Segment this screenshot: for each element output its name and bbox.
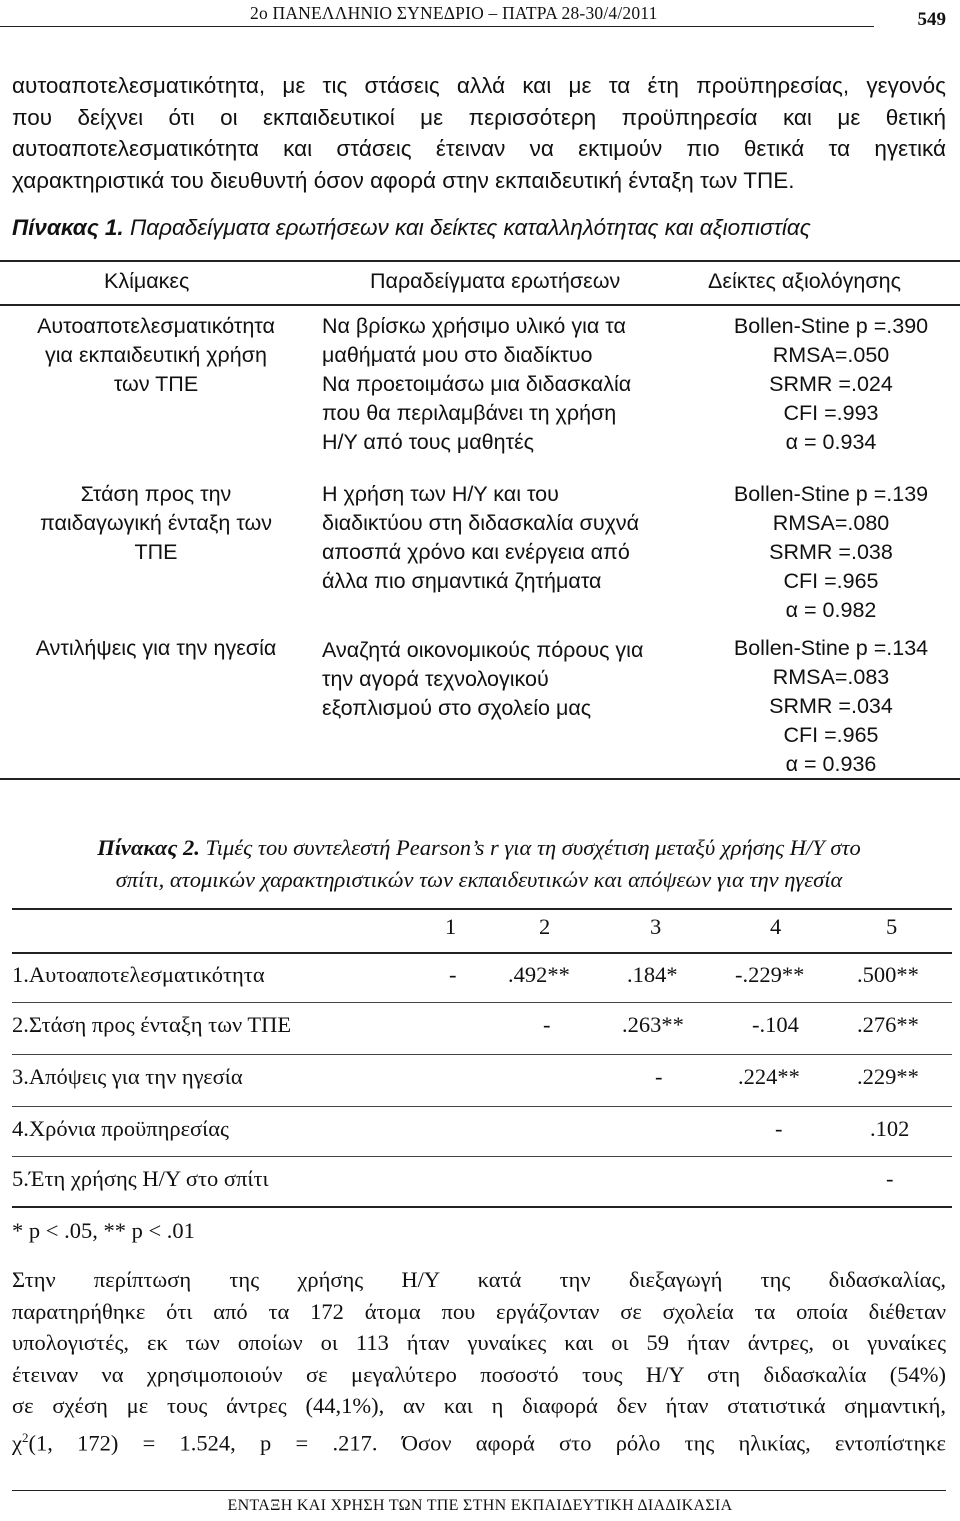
cell-line: άλλα πιο σημαντικά ζητήματα [322, 569, 602, 593]
table1-header-questions: Παραδείγματα ερωτήσεων [370, 269, 621, 293]
table-rule [12, 1002, 952, 1003]
table2-column-header: 3 [650, 914, 662, 939]
table1-row-indices [702, 634, 960, 779]
table2-row-label: 1.Αυτοαποτελεσματικότητα [12, 962, 265, 987]
table2-cell: .224** [738, 1064, 800, 1089]
table2-last-row [0, 1158, 960, 1208]
conference-title: 2ο ΠΑΝΕΛΛΗΝΙΟ ΣΥΝΕΔΡΙΟ – ΠΑΤΡΑ 28-30/4/2011 [250, 3, 658, 23]
table2-cell: .276** [857, 1012, 919, 1037]
cell-line: Η/Υ από τους μαθητές [322, 430, 535, 454]
table-rule [12, 908, 952, 910]
table1-row-scale [0, 634, 312, 663]
table2-cell: - [543, 1012, 551, 1037]
cell-line: Αναζητά οικονομικούς πόρους για [322, 638, 644, 662]
page-number: 549 [917, 9, 946, 30]
cell-line: Bollen-Stine p =.134 [733, 636, 929, 660]
cell-line: SRMR =.024 [769, 372, 893, 396]
cell-line: Αυτοαποτελεσματικότητα [37, 314, 275, 338]
table1 [0, 260, 960, 780]
text-line: αυτοαποτελεσματικότητα, με τις στάσεις αλλά και με τα έτη προϋπηρεσίας, γεγονός [12, 73, 946, 98]
cell-line: Στάση προς την [80, 482, 232, 506]
cell-line: Να προετοιμάσω μια διδασκαλία [322, 372, 632, 396]
footer-rule [12, 1490, 946, 1491]
cell-line: RMSA=.050 [772, 343, 890, 367]
table-rule [12, 1054, 952, 1055]
table1-row-indices [702, 312, 960, 457]
cell-line: Η χρήση των Η/Υ και του [322, 482, 559, 506]
table2-caption-text: Τιμές του συντελεστή Pearson’s r για τη συσχέτιση μεταξύ χρήσης Η/Υ στο [199, 835, 861, 860]
cell-line: SRMR =.034 [769, 694, 893, 718]
table2-cell: .102 [870, 1116, 910, 1141]
cell-line: α = 0.936 [785, 752, 877, 776]
table1-row-questions [322, 480, 722, 596]
table2-cell: - [886, 1166, 894, 1191]
cell-line: CFI =.965 [783, 569, 879, 593]
chi-symbol: χ [12, 1430, 22, 1455]
footer-text: ΕΝΤΑΞΗ ΚΑΙ ΧΡΗΣΗ ΤΩΝ ΤΠΕ ΣΤΗΝ ΕΚΠΑΙΔΕΥΤΙΚΗ ΔΙΑΔΙΚΑΣΙΑ [227, 1497, 733, 1514]
table2-caption [12, 832, 946, 895]
text-line: χαρακτηριστικά του διευθυντή όσον αφορά στην εκπαιδευτική ένταξη των ΤΠΕ. [12, 167, 795, 193]
header-rule [0, 26, 874, 27]
table1-row-scale [0, 480, 312, 567]
table2-cell: .229** [857, 1064, 919, 1089]
cell-line: Bollen-Stine p =.390 [733, 314, 929, 338]
closing-paragraph [12, 1264, 946, 1459]
table1-header-indices: Δείκτες αξιολόγησης [708, 269, 901, 293]
text-line: παρατηρήθηκε ότι από τα 172 άτομα που εργάζονταν σε σχολεία τα οποία διέθεταν [12, 1298, 946, 1324]
table1-row-indices [702, 480, 960, 625]
text-line: έτειναν να χρησιμοποιούν σε μεγαλύτερο ποσοστό τους Η/Υ στη διδασκαλία (54%) [12, 1361, 946, 1387]
table2-cell: - [449, 962, 457, 987]
text-line: αυτοαποτελεσματικότητα και στάσεις έτειναν να εκτιμούν πιο θετικά τα ηγετικά [12, 136, 946, 161]
table-rule [0, 304, 960, 306]
page-header [0, 0, 960, 40]
cell-line: διαδικτύου στη διδασκαλία συχνά [322, 511, 640, 535]
table2-cell: .500** [857, 962, 919, 987]
table1-row-questions [322, 636, 722, 723]
table1-row-questions [322, 312, 722, 457]
table2-caption-text: σπίτι, ατομικών χαρακτηριστικών των εκπαιδευτικών και απόψεων για την ηγεσία [115, 866, 843, 892]
table1-caption-text: Παραδείγματα ερωτήσεων και δείκτες καταλληλότητας και αξιοπιστίας [123, 215, 811, 240]
table2-row-label: 2.Στάση προς ένταξη των ΤΠΕ [12, 1012, 292, 1037]
chi-superscript: 2 [22, 1429, 29, 1445]
cell-line: Αντιλήψεις για την ηγεσία [35, 636, 277, 660]
cell-line: CFI =.993 [783, 401, 879, 425]
cell-line: RMSA=.080 [772, 511, 890, 535]
table2-footnote: * p < .05, ** p < .01 [12, 1218, 195, 1243]
cell-line: ΤΠΕ [134, 540, 178, 564]
cell-line: α = 0.934 [785, 430, 877, 454]
table1-caption-label: Πίνακας 1. [12, 215, 124, 240]
text-line-rest: (1, 172) = 1.524, p = .217. Όσον αφορά στο ρόλο της ηλικίας, εντοπίστηκε [28, 1430, 946, 1455]
cell-line: παιδαγωγική ένταξη των [39, 511, 273, 535]
table-rule [0, 778, 960, 780]
table2-cell: .263** [622, 1012, 684, 1037]
cell-line: των ΤΠΕ [113, 372, 199, 396]
intro-paragraph [12, 70, 946, 196]
cell-line: Να βρίσκω χρήσιμο υλικό για τα [322, 314, 626, 338]
table2-cell: .184* [627, 962, 678, 987]
cell-line: μαθήματά μου στο διαδίκτυο [322, 343, 593, 367]
table2-row-label: 5.Έτη χρήσης Η/Υ στο σπίτι [12, 1166, 269, 1191]
cell-line: α = 0.982 [785, 598, 877, 622]
table2-cell: -.104 [752, 1012, 799, 1037]
text-line: σε σχέση με τους άντρες (44,1%), αν και η διαφορά δεν ήταν στατιστικά σημαντική, [12, 1393, 946, 1418]
page-footer [0, 1490, 960, 1521]
table-rule [0, 260, 960, 262]
table1-caption [12, 215, 811, 241]
table2-column-header: 5 [886, 914, 898, 939]
cell-line: Bollen-Stine p =.139 [733, 482, 929, 506]
table1-header-scales: Κλίμακες [104, 269, 190, 293]
table2 [0, 900, 960, 1160]
table2-cell: -.229** [735, 962, 805, 987]
cell-line: αποσπά χρόνο και ενέργεια από [322, 540, 630, 564]
cell-line: την αγορά τεχνολογικού [322, 667, 549, 691]
cell-line: SRMR =.038 [769, 540, 893, 564]
table2-cell: - [775, 1116, 783, 1141]
table2-cell: - [655, 1064, 663, 1089]
text-line: που δείχνει ότι οι εκπαιδευτικοί με περισσότερη προϋπηρεσία και με θετική [12, 104, 946, 130]
cell-line: για εκπαιδευτική χρήση [45, 343, 267, 367]
table-rule [12, 952, 952, 954]
text-line [12, 1422, 946, 1459]
table2-row-label: 3.Απόψεις για την ηγεσία [12, 1064, 243, 1089]
cell-line: που θα περιλαμβάνει τη χρήση [322, 401, 617, 425]
cell-line: CFI =.965 [783, 723, 879, 747]
table2-column-header: 4 [770, 914, 782, 939]
table-rule [12, 1156, 952, 1157]
table1-row-scale [0, 312, 312, 399]
cell-line: RMSA=.083 [772, 665, 890, 689]
table2-cell: .492** [508, 962, 570, 987]
text-line: υπολογιστές, εκ των οποίων οι 113 ήταν γυναίκες και οι 59 ήταν άντρες, οι γυναίκες [12, 1330, 946, 1355]
table2-row-label: 4.Χρόνια προϋπηρεσίας [12, 1116, 229, 1141]
cell-line: εξοπλισμού στο σχολείο μας [322, 696, 592, 720]
table2-column-header: 2 [539, 914, 551, 939]
table2-column-header: 1 [445, 914, 457, 939]
table-rule [12, 1106, 952, 1107]
text-line: Στην περίπτωση της χρήσης Η/Υ κατά την διεξαγωγή της διδασκαλίας, [12, 1267, 946, 1292]
table-rule [12, 1206, 952, 1208]
table2-caption-label: Πίνακας 2. [97, 835, 200, 860]
